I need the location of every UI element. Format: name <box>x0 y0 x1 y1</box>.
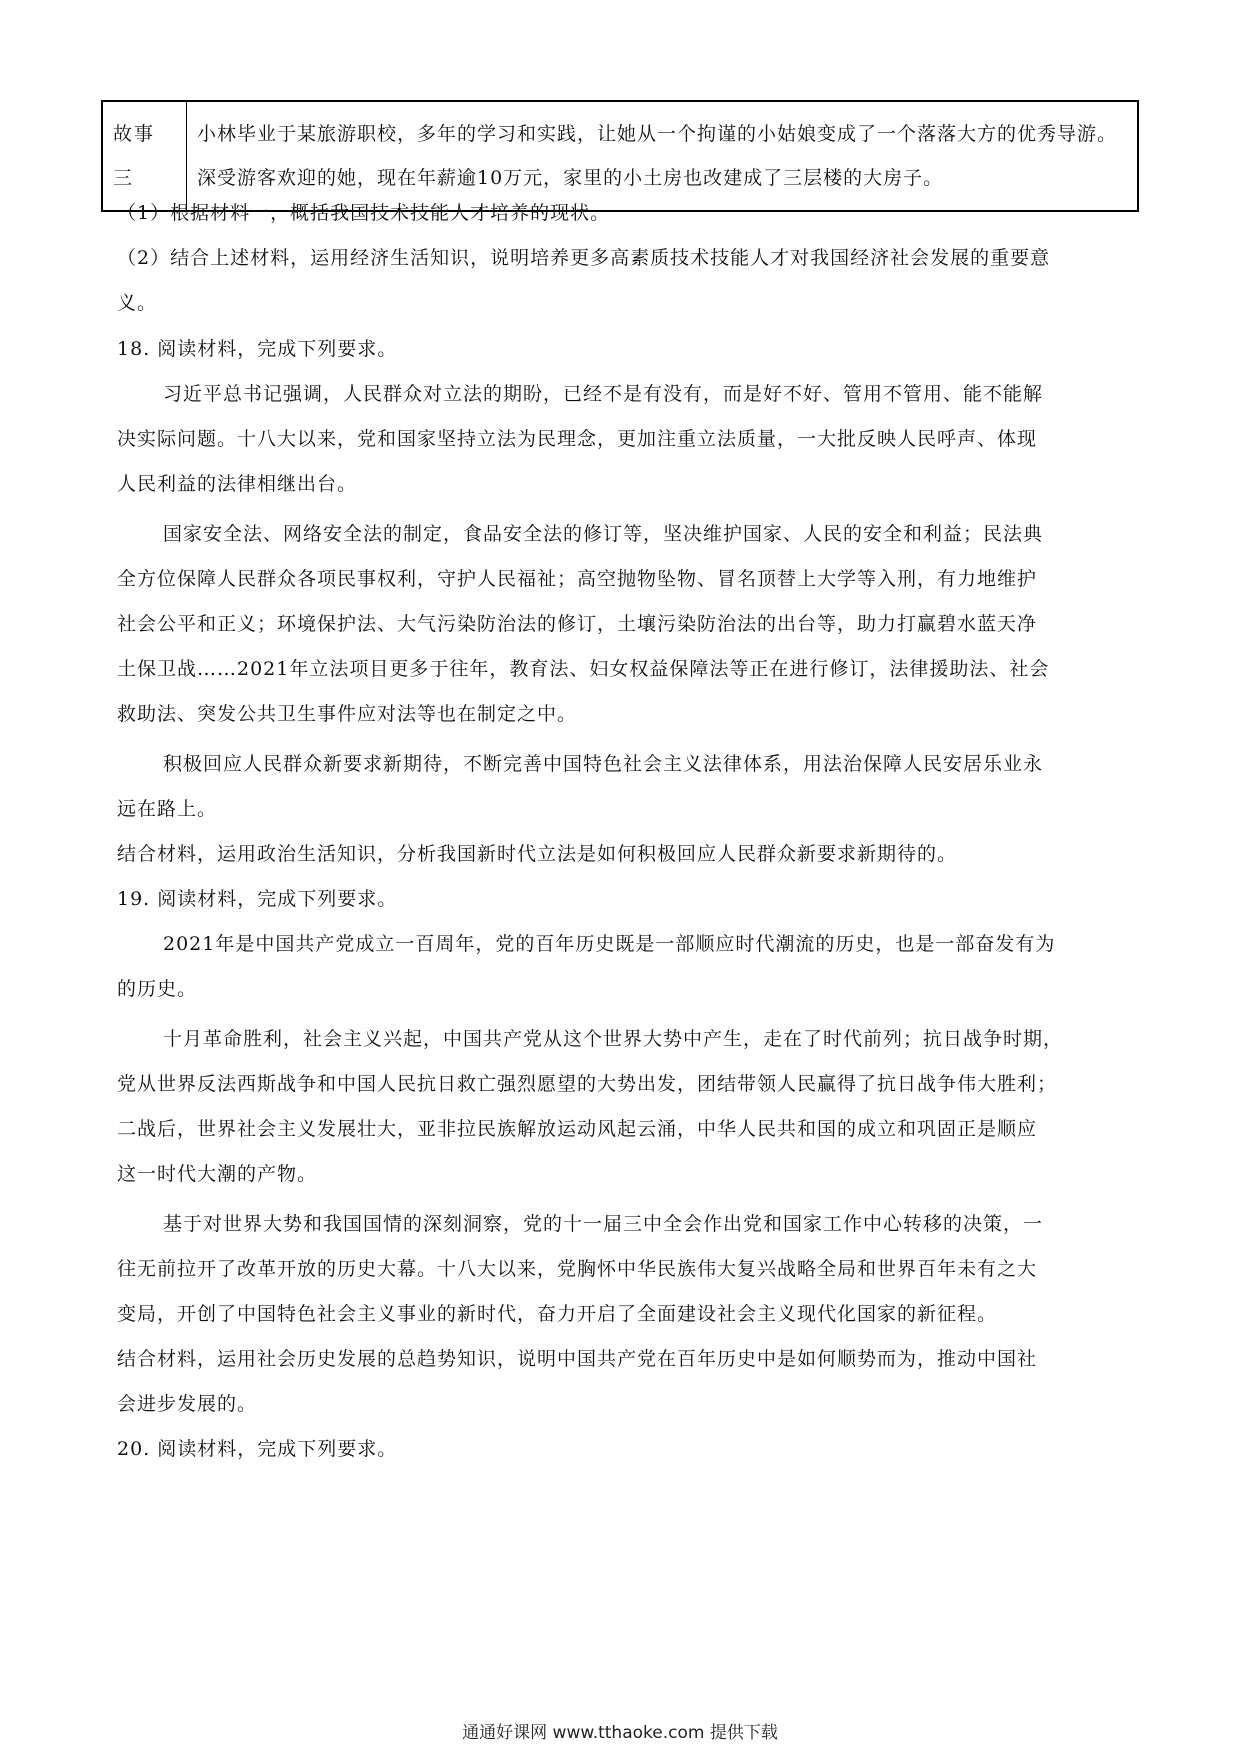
story-table <box>101 100 1139 212</box>
question-2: （2）结合上述材料，运用经济生活知识，说明培养更多高素质技术技能人才对我国经济社会发展的重要意 <box>117 247 1051 269</box>
paragraph-line: 社会公平和正义；环境保护法、大气污染防治法的修订，土壤污染防治法的出台等，助力打赢碧水蓝天净 <box>117 613 1038 635</box>
page-footer: 通通好课网 www.tthaoke.com 提供下载 <box>462 1723 778 1743</box>
question-19-prompt-cont: 会进步发展的。 <box>117 1393 258 1415</box>
story-label: 故事三 <box>102 101 187 211</box>
paragraph-line: 十月革命胜利，社会主义兴起，中国共产党从这个世界大势中产生，走在了时代前列；抗日战争时期， <box>163 1028 1064 1050</box>
paragraph-line: 积极回应人民群众新要求新期待，不断完善中国特色社会主义法律体系，用法治保障人民安居乐业永 <box>163 753 1044 775</box>
paragraph-line: 习近平总书记强调，人民群众对立法的期盼，已经不是有没有，而是好不好、管用不管用、能不能解 <box>163 383 1044 405</box>
paragraph-line: 决实际问题。十八大以来，党和国家坚持立法为民理念，更加注重立法质量，一大批反映人民呼声、体现 <box>117 428 1038 450</box>
paragraph-line: 这一时代大潮的产物。 <box>117 1163 318 1185</box>
question-19-heading: 19. 阅读材料，完成下列要求。 <box>117 888 398 910</box>
paragraph-line: 变局，开创了中国特色社会主义事业的新时代，奋力开启了全面建设社会主义现代化国家的新征程。 <box>117 1303 998 1325</box>
paragraph-line: 土保卫战……2021年立法项目更多于往年，教育法、妇女权益保障法等正在进行修订，法律援助法、社会 <box>117 658 1050 680</box>
paragraph-line: 人民利益的法律相继出台。 <box>117 473 358 495</box>
question-20-heading: 20. 阅读材料，完成下列要求。 <box>117 1438 398 1460</box>
paragraph-line: 远在路上。 <box>117 798 218 820</box>
paragraph-line: 二战后，世界社会主义发展壮大，亚非拉民族解放运动风起云涌，中华人民共和国的成立和巩固正是顺应 <box>117 1118 1038 1140</box>
question-19-prompt: 结合材料，运用社会历史发展的总趋势知识，说明中国共产党在百年历史中是如何顺势而为，推动中国社 <box>117 1348 1038 1370</box>
paragraph-line: 党从世界反法西斯战争和中国人民抗日救亡强烈愿望的大势出发，团结带领人民赢得了抗日战争伟大胜利； <box>117 1073 1058 1095</box>
paragraph-line: 救助法、突发公共卫生事件应对法等也在制定之中。 <box>117 703 578 725</box>
question-18-prompt: 结合材料，运用政治生活知识，分析我国新时代立法是如何积极回应人民群众新要求新期待的。 <box>117 843 958 865</box>
paragraph-line: 往无前拉开了改革开放的历史大幕。十八大以来，党胸怀中华民族伟大复兴战略全局和世界百年未有之大 <box>117 1258 1038 1280</box>
paragraph-line: 基于对世界大势和我国国情的深刻洞察，党的十一届三中全会作出党和国家工作中心转移的决策，一 <box>163 1213 1044 1235</box>
question-1: （1）根据材料一，概括我国技术技能人才培养的现状。 <box>117 202 611 224</box>
paragraph-line: 全方位保障人民群众各项民事权利，守护人民福祉；高空抛物坠物、冒名顶替上大学等入刑，有力地维护 <box>117 568 1038 590</box>
paragraph-line: 国家安全法、网络安全法的制定，食品安全法的修订等，坚决维护国家、人民的安全和利益；民法典 <box>163 523 1044 545</box>
paragraph-line: 的历史。 <box>117 978 198 1000</box>
question-2-cont: 义。 <box>117 292 158 314</box>
paragraph-line: 2021年是中国共产党成立一百周年，党的百年历史既是一部顺应时代潮流的历史，也是一部奋发有为 <box>163 933 1056 955</box>
question-18-heading: 18. 阅读材料，完成下列要求。 <box>117 338 398 360</box>
story-text: 小林毕业于某旅游职校，多年的学习和实践，让她从一个拘谨的小姑娘变成了一个落落大方的优秀导游。深受游客欢迎的她，现在年薪逾10万元，家里的小土房也改建成了三层楼的大房子。 <box>187 101 1139 211</box>
story-row <box>102 101 1138 211</box>
